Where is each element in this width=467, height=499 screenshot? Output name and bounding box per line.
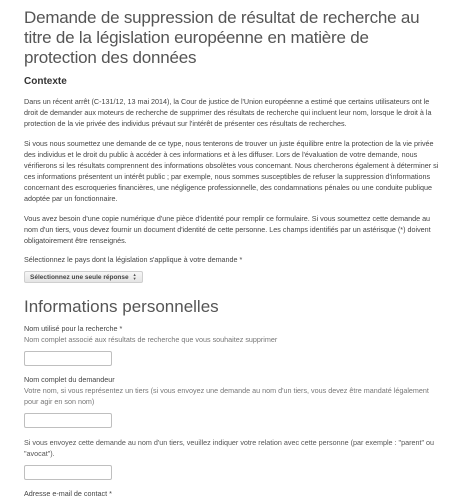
email-label: Adresse e-mail de contact * xyxy=(24,489,112,498)
relationship-input[interactable] xyxy=(24,465,112,480)
requester-name-group xyxy=(24,375,443,428)
country-group xyxy=(24,255,443,295)
country-label: Sélectionnez le pays dont la législation s'applique à votre demande * xyxy=(24,255,243,264)
page-title: Demande de suppression de résultat de recherche au titre de la législation européenne en matière de protection des données xyxy=(24,8,420,67)
context-paragraph-2: Si vous nous soumettez une demande de ce type, nous tenterons de trouver un juste équilibre entre la protection de la vie privée des individus et le droit du public à accéder à ces informations et à les diffuser. Lors de l'évaluation de votre demande, nous vérifierons si les résultats comprennent des informations obsolètes vous concernant. Nous chercherons également à déterminer si ces informations présentent un intérêt public ; par exemple, nous sommes susceptibles de refuser la suppression d'informations concernant des escroqueries financières, une négligence professionnelle, des condamnations pénales ou une conduite publique adoptée par un fonctionnaire. xyxy=(24,139,439,203)
search-name-input[interactable] xyxy=(24,351,112,366)
requester-name-help: Votre nom, si vous représentez un tiers (si vous envoyez une demande au nom d'un tiers, vous devez être mandaté légalement pour agir en son nom) xyxy=(24,386,429,406)
relationship-group xyxy=(24,437,443,480)
search-name-group xyxy=(24,324,443,366)
country-select[interactable] xyxy=(24,271,143,283)
context-paragraph-3: Vous avez besoin d'une copie numérique d'une pièce d'identité pour remplir ce formulaire. Si vous soumettez cette demande au nom d'un tiers, vous devez fournir un document d'identité de cette personne. Les champs identifiés par un astérisque (*) doivent obligatoirement être renseignés. xyxy=(24,214,431,245)
search-name-help: Nom complet associé aux résultats de recherche que vous souhaitez supprimer xyxy=(24,335,278,344)
relationship-label: Si vous envoyez cette demande au nom d'un tiers, veuillez indiquer votre relation avec cette personne (par exemple : "parent" ou "avocat"). xyxy=(24,438,435,458)
personal-info-title: Informations personnelles xyxy=(24,297,219,316)
search-name-label: Nom utilisé pour la recherche * xyxy=(24,324,123,333)
requester-name-input[interactable] xyxy=(24,413,112,428)
country-select-value: Sélectionnez une seule réponse xyxy=(30,273,129,281)
email-group xyxy=(24,489,443,499)
requester-name-label: Nom complet du demandeur xyxy=(24,375,115,384)
context-paragraph-1: Dans un récent arrêt (C-131/12, 13 mai 2014), la Cour de justice de l'Union européenne a estimé que certains utilisateurs ont le droit de demander aux moteurs de recherche de supprimer des résultats de recherche qui incluent leur nom, lorsque le droit à la protection de la vie privée des individus prévaut sur l'intérêt de présenter ces résultats de recherches. xyxy=(24,97,432,128)
up-down-arrows-icon: ▲ ▼ xyxy=(132,272,137,281)
context-heading: Contexte xyxy=(24,76,67,87)
